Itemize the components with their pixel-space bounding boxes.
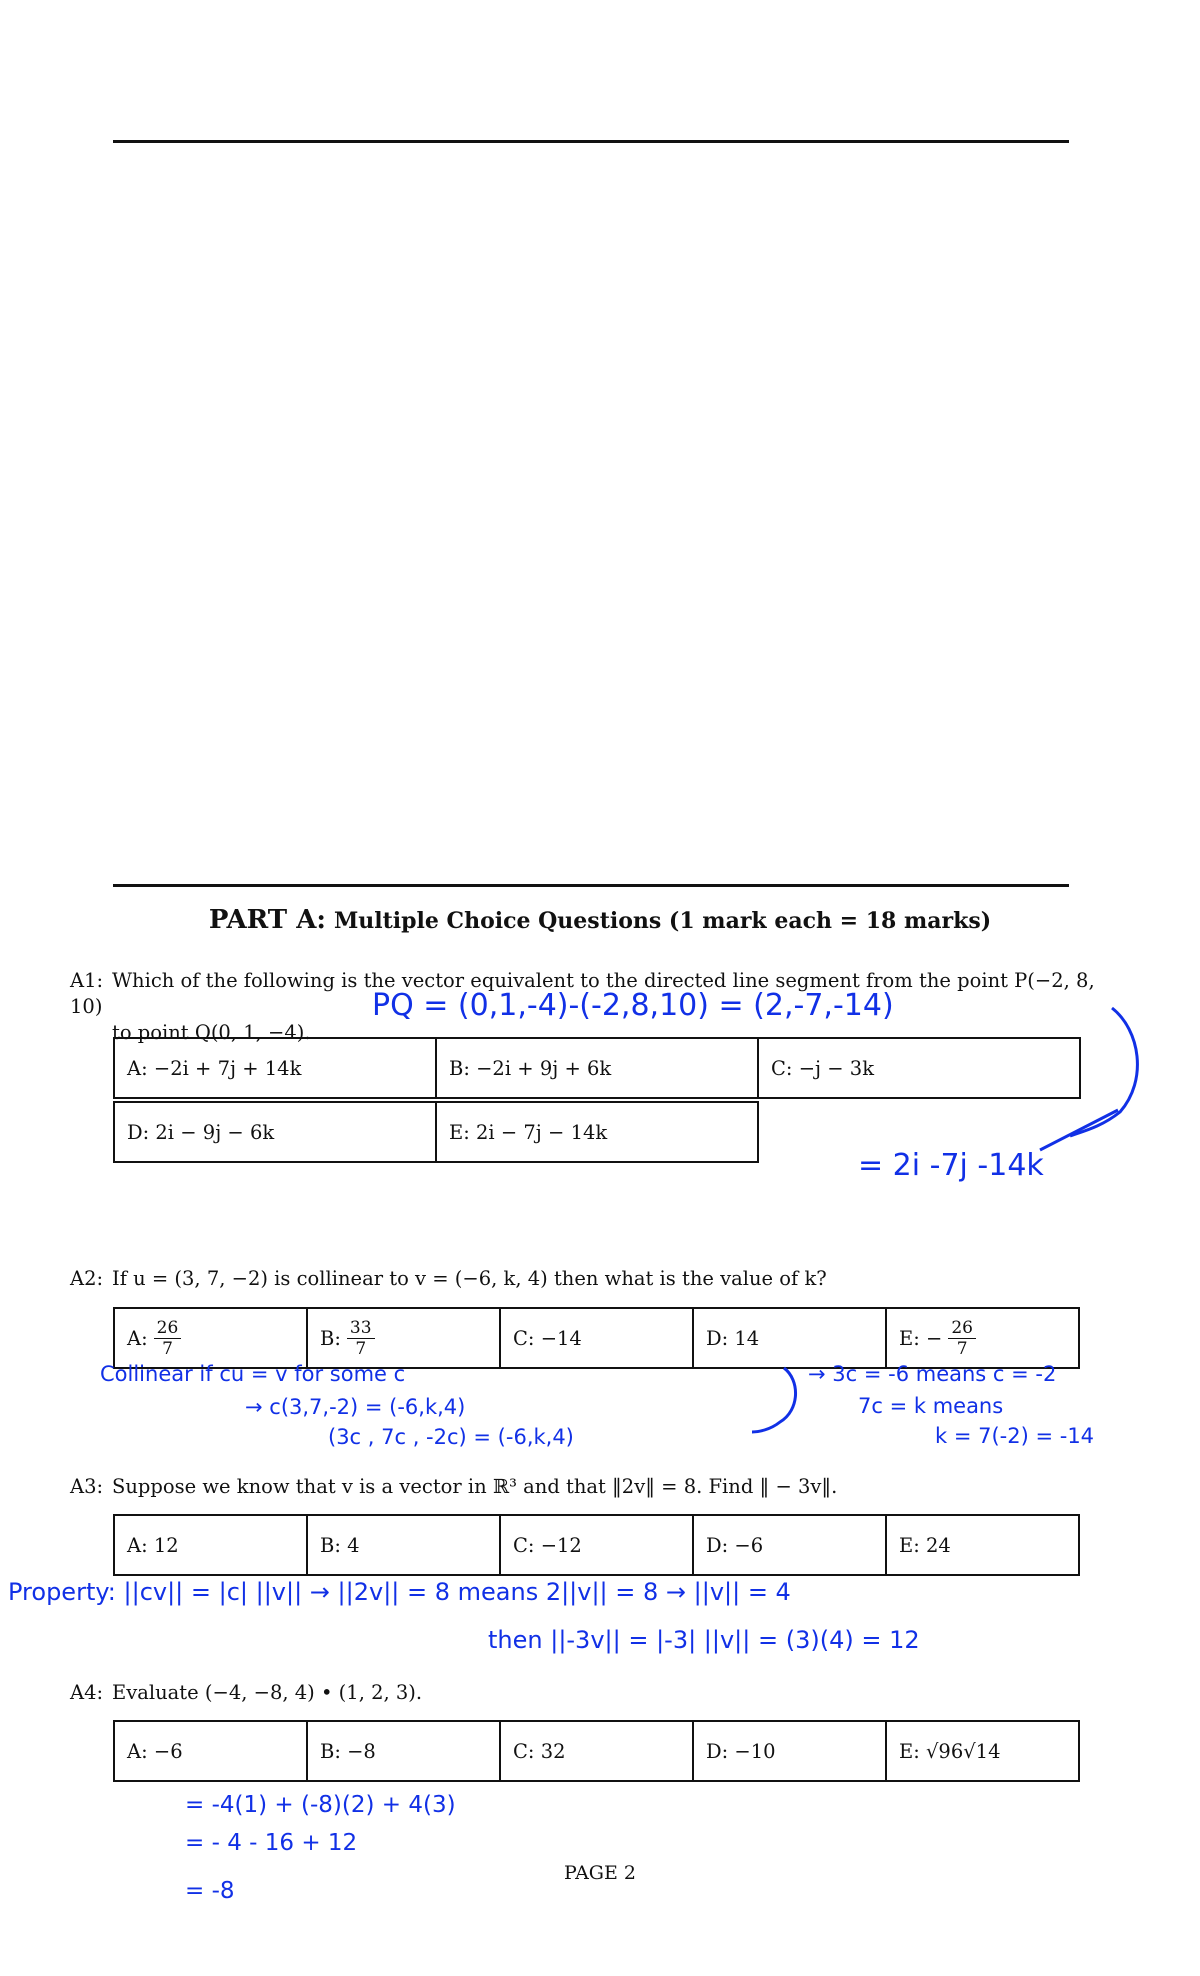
a2-brace-stroke bbox=[752, 1368, 796, 1432]
a1-option-a[interactable]: A: −2i + 7j + 14k bbox=[113, 1037, 437, 1099]
fraction: $\frac{26}{7}$ bbox=[948, 1318, 976, 1359]
a4-option-b[interactable]: B: −8 bbox=[306, 1720, 501, 1782]
fraction: $\frac{26}{7}$ bbox=[154, 1318, 182, 1359]
part-label: PART A: bbox=[208, 905, 326, 935]
handwriting-a4-line1: = -4(1) + (-8)(2) + 4(3) bbox=[185, 1792, 456, 1818]
question-text: Which of the following is the vector equivalent to the directed line segment from the point P(−2, 8, 10) bbox=[70, 969, 1095, 1018]
a2-option-e[interactable]: E: − $\frac{26}{7}$ bbox=[885, 1307, 1080, 1369]
a3-option-a[interactable]: A: 12 bbox=[113, 1514, 308, 1576]
a2-option-d[interactable]: D: 14 bbox=[692, 1307, 887, 1369]
question-text: Suppose we know that v is a vector in ℝ³ and that ‖2v‖ = 8. Find ‖ − 3v‖. bbox=[112, 1475, 838, 1498]
a1-option-c[interactable]: C: −j − 3k bbox=[757, 1037, 1081, 1099]
handwriting-a4-line2: = - 4 - 16 + 12 bbox=[185, 1830, 358, 1856]
part-subtitle: Multiple Choice Questions (1 mark each = 18 marks) bbox=[333, 908, 992, 934]
question-number: A3: bbox=[70, 1475, 104, 1498]
question-number: A2: bbox=[70, 1267, 104, 1290]
question-number: A1: bbox=[70, 969, 104, 992]
question-text-cont: to point Q(0, 1, −4). bbox=[112, 1021, 311, 1044]
handwriting-a3-line2: then ||-3v|| = |-3| ||v|| = (3)(4) = 12 bbox=[488, 1626, 920, 1654]
a1-option-b[interactable]: B: −2i + 9j + 6k bbox=[435, 1037, 759, 1099]
a1-option-e[interactable]: E: 2i − 7j − 14k bbox=[435, 1101, 759, 1163]
a3-option-c[interactable]: C: −12 bbox=[499, 1514, 694, 1576]
a4-option-c[interactable]: C: 32 bbox=[499, 1720, 694, 1782]
question-number: A4: bbox=[70, 1681, 104, 1704]
a3-option-d[interactable]: D: −6 bbox=[692, 1514, 887, 1576]
handwriting-a3-line1: Property: ||cv|| = |c| ||v|| → ||2v|| = 8 means 2||v|| = 8 → ||v|| = 4 bbox=[8, 1578, 791, 1606]
handwriting-a4-line3: = -8 bbox=[185, 1878, 235, 1904]
a1-connector-stroke bbox=[1040, 1110, 1118, 1150]
a4-option-d[interactable]: D: −10 bbox=[692, 1720, 887, 1782]
handwriting-a2-right3: k = 7(-2) = -14 bbox=[935, 1424, 1095, 1448]
handwriting-a1-line1: PQ = (0,1,-4)-(-2,8,10) = (2,-7,-14) bbox=[372, 988, 894, 1023]
handwriting-a1-line2: = 2i -7j -14k bbox=[858, 1148, 1044, 1183]
question-text: If u = (3, 7, −2) is collinear to v = (−6, k, 4) then what is the value of k? bbox=[112, 1267, 827, 1290]
a2-option-c[interactable]: C: −14 bbox=[499, 1307, 694, 1369]
handwriting-a2-line3: (3c , 7c , -2c) = (-6,k,4) bbox=[328, 1425, 574, 1449]
a2-option-a[interactable]: A: $\frac{26}{7}$ bbox=[113, 1307, 308, 1369]
page-number: PAGE 2 bbox=[564, 1862, 636, 1884]
a3-option-e[interactable]: E: 24 bbox=[885, 1514, 1080, 1576]
question-text: Evaluate (−4, −8, 4) • (1, 2, 3). bbox=[112, 1681, 423, 1704]
a4-option-a[interactable]: A: −6 bbox=[113, 1720, 308, 1782]
handwriting-a2-right2: 7c = k means bbox=[858, 1394, 1004, 1418]
handwriting-a2-line2: → c(3,7,-2) = (-6,k,4) bbox=[245, 1395, 466, 1419]
a1-option-d[interactable]: D: 2i − 9j − 6k bbox=[113, 1101, 437, 1163]
a3-option-b[interactable]: B: 4 bbox=[306, 1514, 501, 1576]
a2-option-b[interactable]: B: $\frac{33}{7}$ bbox=[306, 1307, 501, 1369]
handwriting-a2-right1: → 3c = -6 means c = -2 bbox=[808, 1362, 1057, 1386]
handwriting-a2-line1: Collinear if cu = v for some c bbox=[100, 1362, 406, 1386]
a4-option-e[interactable]: E: √96√14 bbox=[885, 1720, 1080, 1782]
fraction: $\frac{33}{7}$ bbox=[347, 1318, 375, 1359]
